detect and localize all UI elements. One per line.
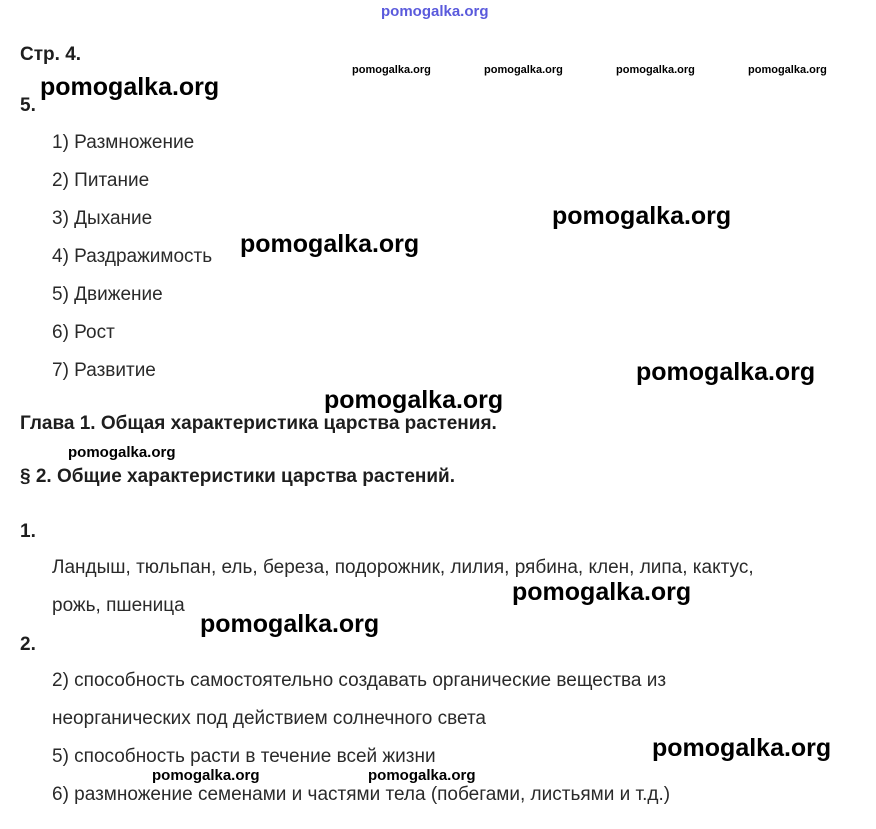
list-item: 2) Питание (52, 170, 150, 191)
watermark: pomogalka.org (484, 64, 563, 76)
watermark: pomogalka.org (552, 202, 732, 230)
task-1-line: Ландыш, тюльпан, ель, береза, подорожник, лилия, рябина, клен, липа, кактус, (52, 557, 754, 578)
watermark: pomogalka.org (352, 64, 431, 76)
list-item: 1) Размножение (52, 132, 195, 153)
watermark: pomogalka.org (68, 444, 176, 461)
watermark: pomogalka.org (652, 734, 832, 762)
watermark: pomogalka.org (200, 610, 380, 638)
watermark: pomogalka.org (240, 230, 420, 258)
list-item: 3) Дыхание (52, 208, 153, 229)
watermark: pomogalka.org (512, 578, 692, 606)
watermark: pomogalka.org (368, 767, 476, 784)
chapter-title: Глава 1. Общая характеристика царства растения. (20, 413, 497, 434)
list-item: 5) Движение (52, 284, 163, 305)
task-2-line: 2) способность самостоятельно создавать органические вещества из (52, 670, 667, 691)
section-title: § 2. Общие характеристики царства растений. (20, 466, 455, 487)
watermark: pomogalka.org (324, 386, 504, 414)
watermark: pomogalka.org (616, 64, 695, 76)
task-2-number: 2. (20, 634, 36, 655)
task-2-line: неорганических под действием солнечного света (52, 708, 487, 729)
task-1-line: рожь, пшеница (52, 595, 185, 616)
list-item: 4) Раздражимость (52, 246, 213, 267)
watermark: pomogalka.org (40, 73, 220, 101)
list-item: 7) Развитие (52, 360, 156, 381)
task-2-line: 6) размножение семенами и частями тела (побегами, листьями и т.д.) (52, 784, 671, 805)
question-5-number: 5. (20, 95, 36, 116)
list-item: 6) Рост (52, 322, 115, 343)
watermark: pomogalka.org (636, 358, 816, 386)
site-link[interactable]: pomogalka.org (381, 3, 489, 20)
watermark: pomogalka.org (152, 767, 260, 784)
task-1-number: 1. (20, 521, 36, 542)
task-2-line: 5) способность расти в течение всей жизни (52, 746, 436, 767)
watermark: pomogalka.org (748, 64, 827, 76)
page-header: Стр. 4. (20, 44, 82, 65)
